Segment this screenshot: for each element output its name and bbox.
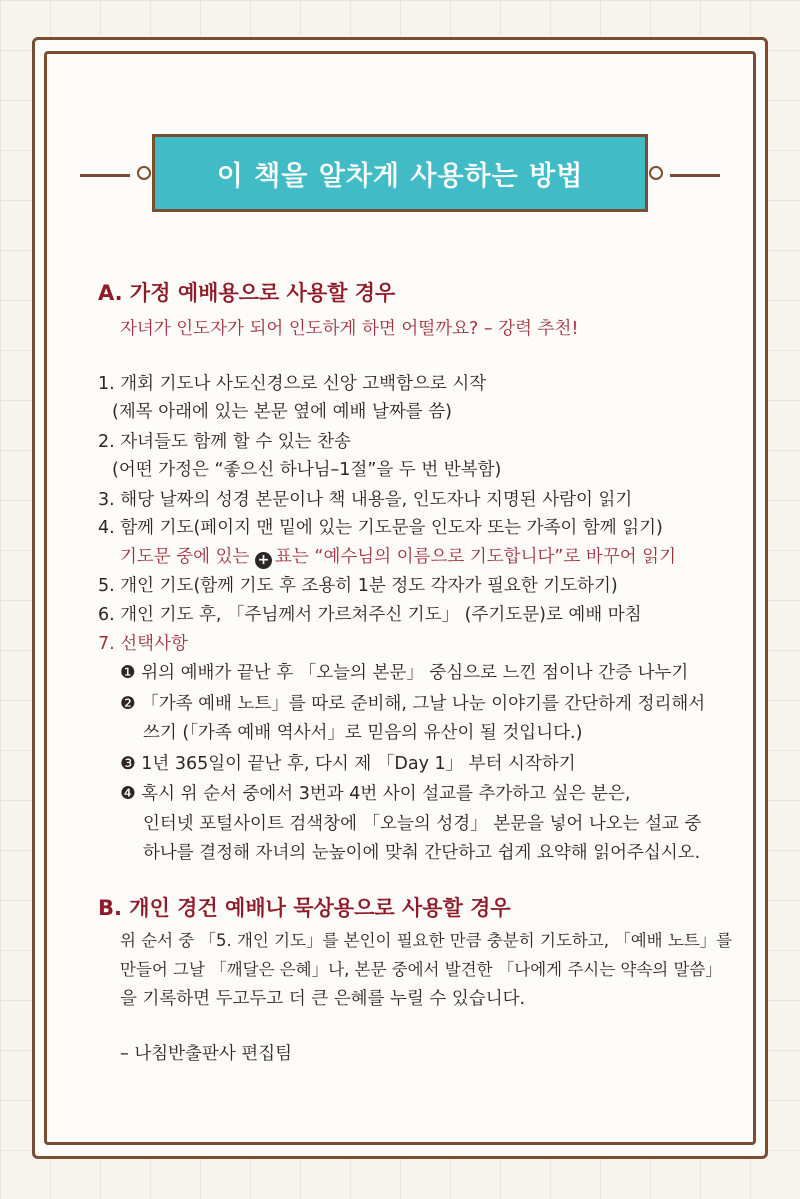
section-b-line: 위 순서 중 「5. 개인 기도」를 본인이 필요한 만큼 충분히 기도하고, 「예배 노트」를 [120, 931, 733, 950]
section-a-subtitle: 자녀가 인도자가 되어 인도하게 하면 어떨까요? – 강력 추천! [120, 319, 579, 339]
banner-line-left [80, 174, 130, 177]
banner-circle-left [137, 166, 151, 180]
section-a-heading: A. 가정 예배용으로 사용할 경우 [98, 281, 396, 305]
optional-item: ❷ 「가족 예배 노트」를 따로 준비해, 그날 나눈 이야기를 간단하게 정리해서 [120, 694, 706, 714]
step-line: 6. 개인 기도 후, 「주님께서 가르쳐주신 기도」 (주기도문)로 예배 마침 [98, 605, 642, 625]
optional-item-continued: 쓰기 (「가족 예배 역사서」로 믿음의 유산이 될 것입니다.) [143, 723, 583, 743]
step-line: 5. 개인 기도(함께 기도 후 조용히 1분 정도 각자가 필요한 기도하기) [98, 576, 618, 596]
banner-circle-right [649, 166, 663, 180]
optional-item-continued: 하나를 결정해 자녀의 눈높이에 맞춰 간단하고 쉽게 요약해 읽어주십시오. [143, 843, 701, 863]
banner-line-right [670, 174, 720, 177]
step-line: 3. 해당 날짜의 성경 본문이나 책 내용을, 인도자나 지명된 사람이 읽기 [98, 490, 633, 510]
optional-item: ❸ 1년 365일이 끝난 후, 다시 제 「Day 1」 부터 시작하기 [120, 754, 576, 774]
plus-note-after: 표는 “예수님의 이름으로 기도합니다”로 바꾸어 읽기 [275, 547, 676, 567]
section-b-line: 을 기록하면 두고두고 더 큰 은혜를 누릴 수 있습니다. [120, 989, 526, 1009]
step-line: 1. 개회 기도나 사도신경으로 신앙 고백함으로 시작 [98, 374, 487, 394]
plus-note [120, 543, 676, 571]
optional-heading: 7. 선택사항 [98, 634, 188, 654]
optional-item-continued: 인터넷 포털사이트 검색창에 「오늘의 성경」 본문을 넣어 나오는 설교 중 [143, 814, 702, 834]
title-banner [152, 134, 648, 212]
step-line: 4. 함께 기도(페이지 맨 밑에 있는 기도문을 인도자 또는 가족이 함께 읽기) [98, 518, 663, 538]
page-title: 이 책을 알차게 사용하는 방법 [216, 160, 584, 192]
plus-icon: + [255, 552, 272, 569]
step-line: 2. 자녀들도 함께 할 수 있는 찬송 [98, 432, 351, 452]
section-b-heading: B. 개인 경건 예배나 묵상용으로 사용할 경우 [98, 896, 511, 920]
signature: – 나침반출판사 편집팀 [120, 1044, 293, 1064]
section-b-line: 만들어 그날 「깨달은 은혜」나, 본문 중에서 발견한 「나에게 주시는 약속의 말씀」 [120, 960, 722, 979]
optional-item: ❶ 위의 예배가 끝난 후 「오늘의 본문」 중심으로 느낀 점이나 간증 나누기 [120, 663, 689, 683]
optional-item: ❹ 혹시 위 순서 중에서 3번과 4번 사이 설교를 추가하고 싶은 분은, [120, 784, 631, 804]
plus-note-before: 기도문 중에 있는 [120, 547, 250, 567]
step-line: (제목 아래에 있는 본문 옆에 예배 날짜를 씀) [112, 402, 452, 422]
step-line: (어떤 가정은 “좋으신 하나님–1절”을 두 번 반복함) [112, 460, 502, 480]
